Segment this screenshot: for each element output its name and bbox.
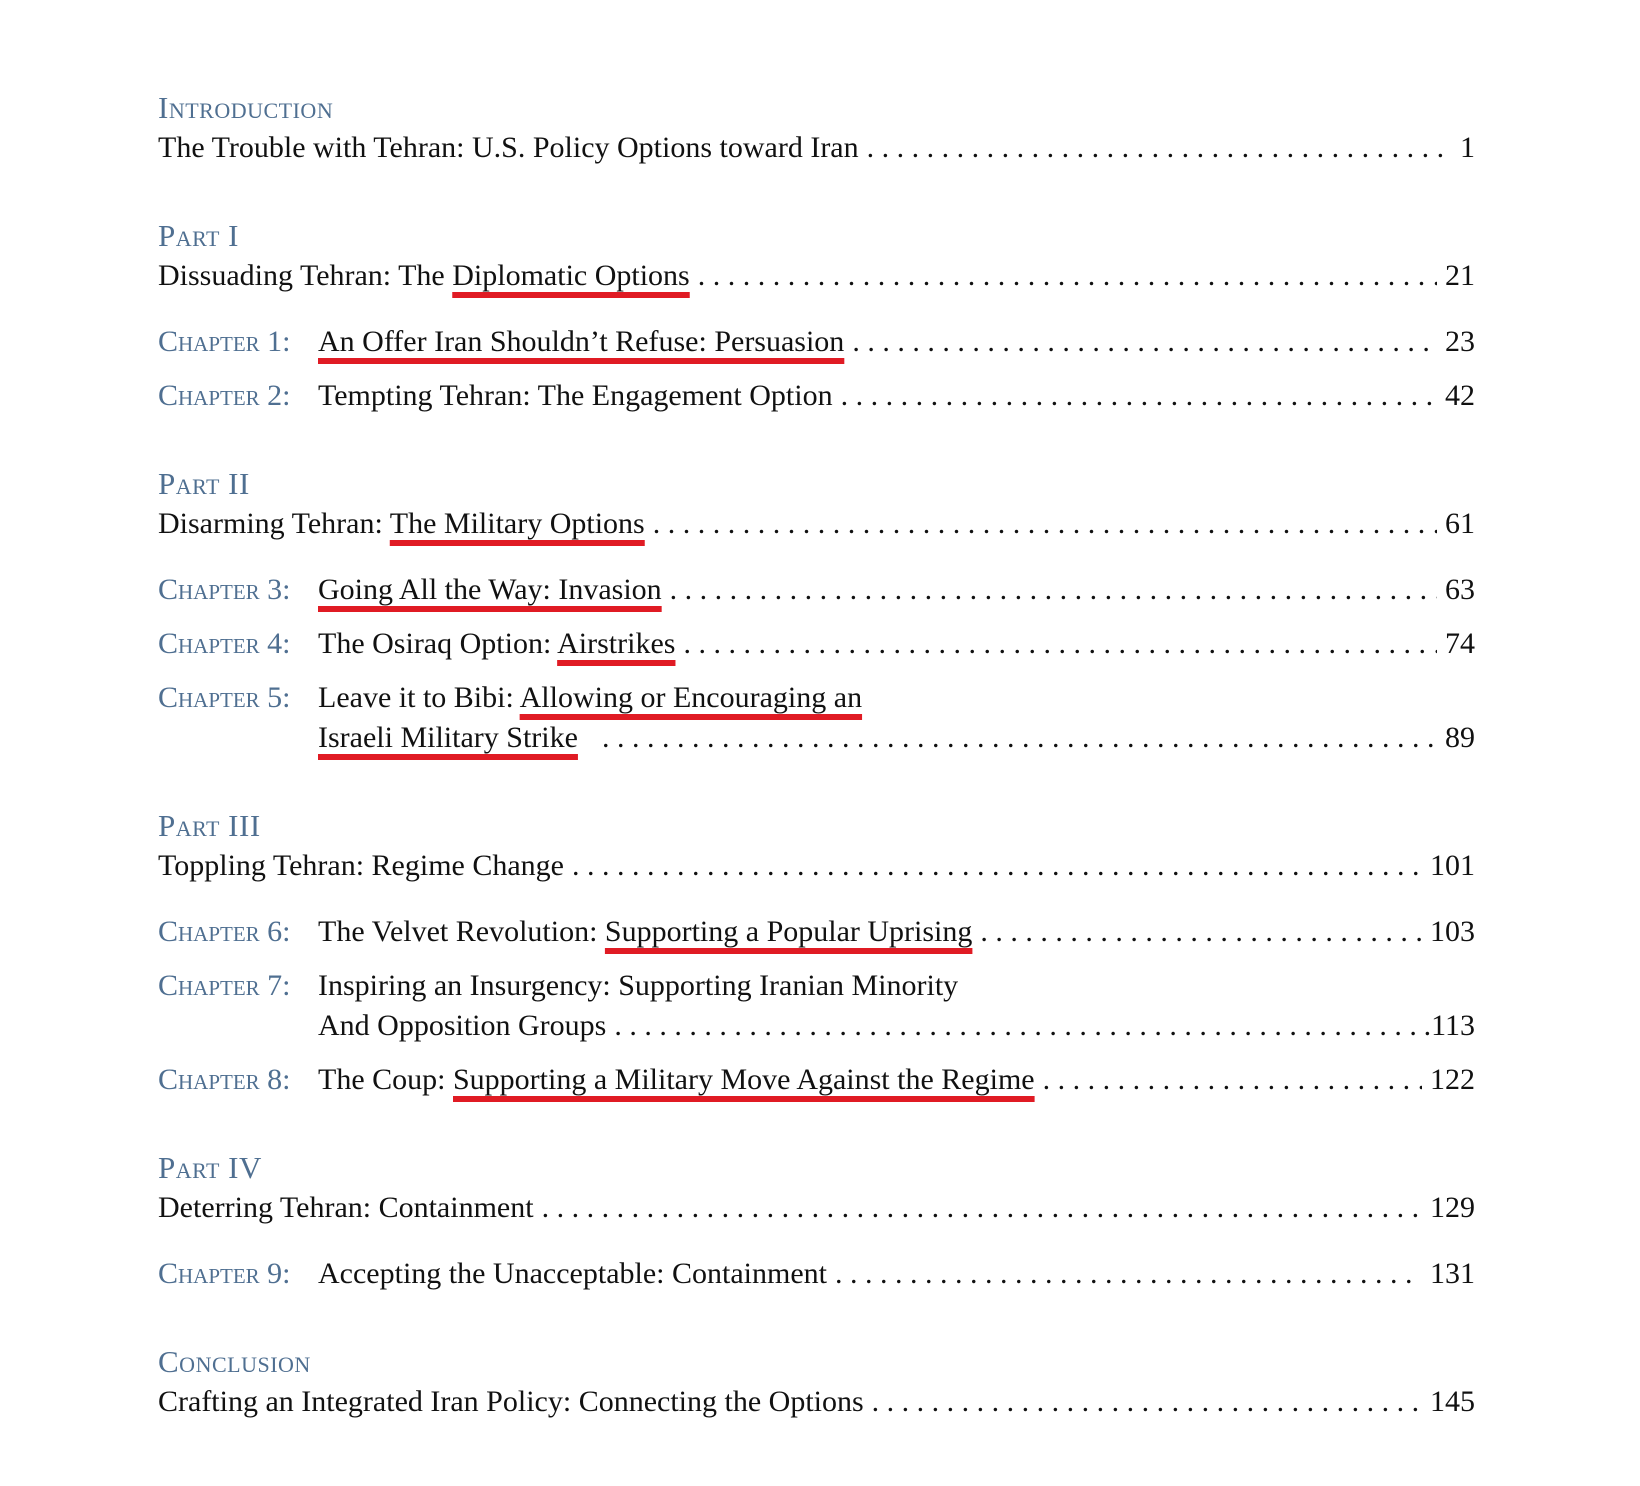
toc-entry-chapter-7-line-1: [158, 966, 1475, 1006]
dot-leader: [867, 128, 1452, 168]
page-number: 1: [1460, 131, 1475, 164]
page-number: .113: [1423, 1009, 1475, 1042]
section-part-4: [158, 1148, 1475, 1294]
entry-title: [158, 504, 645, 544]
chapter-label: Chapter 5:: [158, 681, 291, 714]
toc-entry-chapter-7-line-2: [158, 1006, 1475, 1046]
page-number: 42: [1445, 379, 1475, 412]
entry-title: [318, 322, 844, 362]
entry-title: [318, 1060, 1035, 1100]
toc-entry-chapter-4: [158, 624, 1475, 664]
section-heading: Conclusion: [158, 1344, 311, 1379]
section-heading: Introduction: [158, 90, 334, 125]
entry-title: [318, 718, 578, 758]
toc-entry-chapter-1: [158, 322, 1475, 362]
title-text: Disarming Tehran:: [158, 507, 390, 540]
dot-leader: [698, 256, 1437, 296]
entry-title: Deterring Tehran: Containment: [158, 1191, 534, 1224]
highlighted-text: The Military Options: [389, 507, 645, 540]
title-text: The Coup:: [318, 1063, 453, 1096]
dot-leader: [653, 504, 1437, 544]
dot-leader: [572, 846, 1422, 886]
section-heading: Part I: [158, 218, 239, 253]
chapter-label: Chapter 3:: [158, 573, 291, 606]
entry-title: [318, 912, 972, 952]
dot-leader: [614, 1006, 1415, 1046]
entry-title: Inspiring an Insurgency: Supporting Iranian Minority: [318, 969, 959, 1002]
dot-leader: [1043, 1060, 1422, 1100]
chapter-label: Chapter 6:: [158, 915, 291, 948]
section-introduction: [158, 88, 1475, 168]
section-heading: Part III: [158, 808, 261, 843]
highlighted-text: Supporting a Popular Uprising: [604, 915, 973, 948]
highlighted-text: Airstrikes: [557, 627, 676, 660]
toc-entry-chapter-2: [158, 376, 1475, 416]
dot-leader: [835, 1254, 1422, 1294]
toc-entry-intro: [158, 128, 1475, 168]
toc-entry-part-1: [158, 256, 1475, 296]
chapter-label: Chapter 8:: [158, 1063, 291, 1096]
highlighted-text: Going All the Way: Invasion: [318, 573, 662, 606]
chapter-label: Chapter 7:: [158, 969, 291, 1002]
toc-entry-chapter-9: [158, 1254, 1475, 1294]
title-text: Dissuading Tehran: The: [158, 259, 453, 292]
dot-leader: [852, 322, 1437, 362]
toc-entry-conclusion: [158, 1382, 1475, 1422]
highlighted-text: Supporting a Military Move Against the Regime: [453, 1063, 1035, 1096]
highlighted-text: An Offer Iran Shouldn’t Refuse: Persuasion: [318, 325, 845, 358]
section-heading: Part II: [158, 466, 250, 501]
entry-title: The Trouble with Tehran: U.S. Policy Options toward Iran: [158, 131, 859, 164]
page-number: 21: [1445, 259, 1475, 292]
page-number: 23: [1445, 325, 1475, 358]
page-number: 89: [1445, 721, 1475, 754]
dot-leader: [670, 570, 1437, 610]
page-number: 101: [1430, 849, 1475, 882]
entry-title: Crafting an Integrated Iran Policy: Connecting the Options: [158, 1385, 864, 1418]
toc-entry-chapter-5-line-1: [158, 678, 1475, 718]
section-part-1: [158, 216, 1475, 416]
toc-entry-chapter-8: [158, 1060, 1475, 1100]
table-of-contents: [158, 88, 1475, 1422]
page-number: 61: [1445, 507, 1475, 540]
highlighted-text: Israeli Military Strike: [318, 721, 578, 754]
page-number: 131: [1430, 1257, 1475, 1290]
highlighted-text: Diplomatic Options: [452, 259, 690, 292]
chapter-label: Chapter 4:: [158, 627, 291, 660]
page-number: 145: [1430, 1385, 1475, 1418]
dot-leader: [841, 376, 1437, 416]
section-conclusion: [158, 1342, 1475, 1422]
chapter-label: Chapter 2:: [158, 379, 291, 412]
section-part-3: [158, 806, 1475, 1100]
toc-entry-part-3: [158, 846, 1475, 886]
title-text: Leave it to Bibi:: [318, 681, 520, 714]
page-number: 122: [1430, 1063, 1475, 1096]
toc-entry-chapter-3: [158, 570, 1475, 610]
page-number: 103: [1430, 915, 1475, 948]
highlighted-text: Allowing or Encouraging an: [519, 681, 863, 714]
dot-leader: [980, 912, 1422, 952]
page-number: 129: [1430, 1191, 1475, 1224]
entry-title: Toppling Tehran: Regime Change: [158, 849, 564, 882]
section-heading: Part IV: [158, 1150, 262, 1185]
page-number: 63: [1445, 573, 1475, 606]
dot-leader: [683, 624, 1437, 664]
toc-entry-chapter-5-line-2: [158, 718, 1475, 758]
dot-leader: [542, 1188, 1422, 1228]
dot-leader: [872, 1382, 1422, 1422]
entry-title: [158, 256, 690, 296]
entry-title: Tempting Tehran: The Engagement Option: [318, 379, 833, 412]
dot-leader: [602, 718, 1437, 758]
title-text: The Osiraq Option:: [318, 627, 558, 660]
toc-entry-part-2: [158, 504, 1475, 544]
entry-title: Accepting the Unacceptable: Containment: [318, 1257, 827, 1290]
section-part-2: [158, 464, 1475, 758]
entry-title: And Opposition Groups: [318, 1009, 607, 1042]
page-number: 74: [1445, 627, 1475, 660]
entry-title: [318, 624, 675, 664]
entry-title: [318, 681, 862, 714]
entry-title: [318, 570, 662, 610]
chapter-label: Chapter 9:: [158, 1257, 291, 1290]
toc-entry-chapter-6: [158, 912, 1475, 952]
chapter-label: Chapter 1:: [158, 325, 291, 358]
toc-entry-part-4: [158, 1188, 1475, 1228]
title-text: The Velvet Revolution:: [318, 915, 605, 948]
